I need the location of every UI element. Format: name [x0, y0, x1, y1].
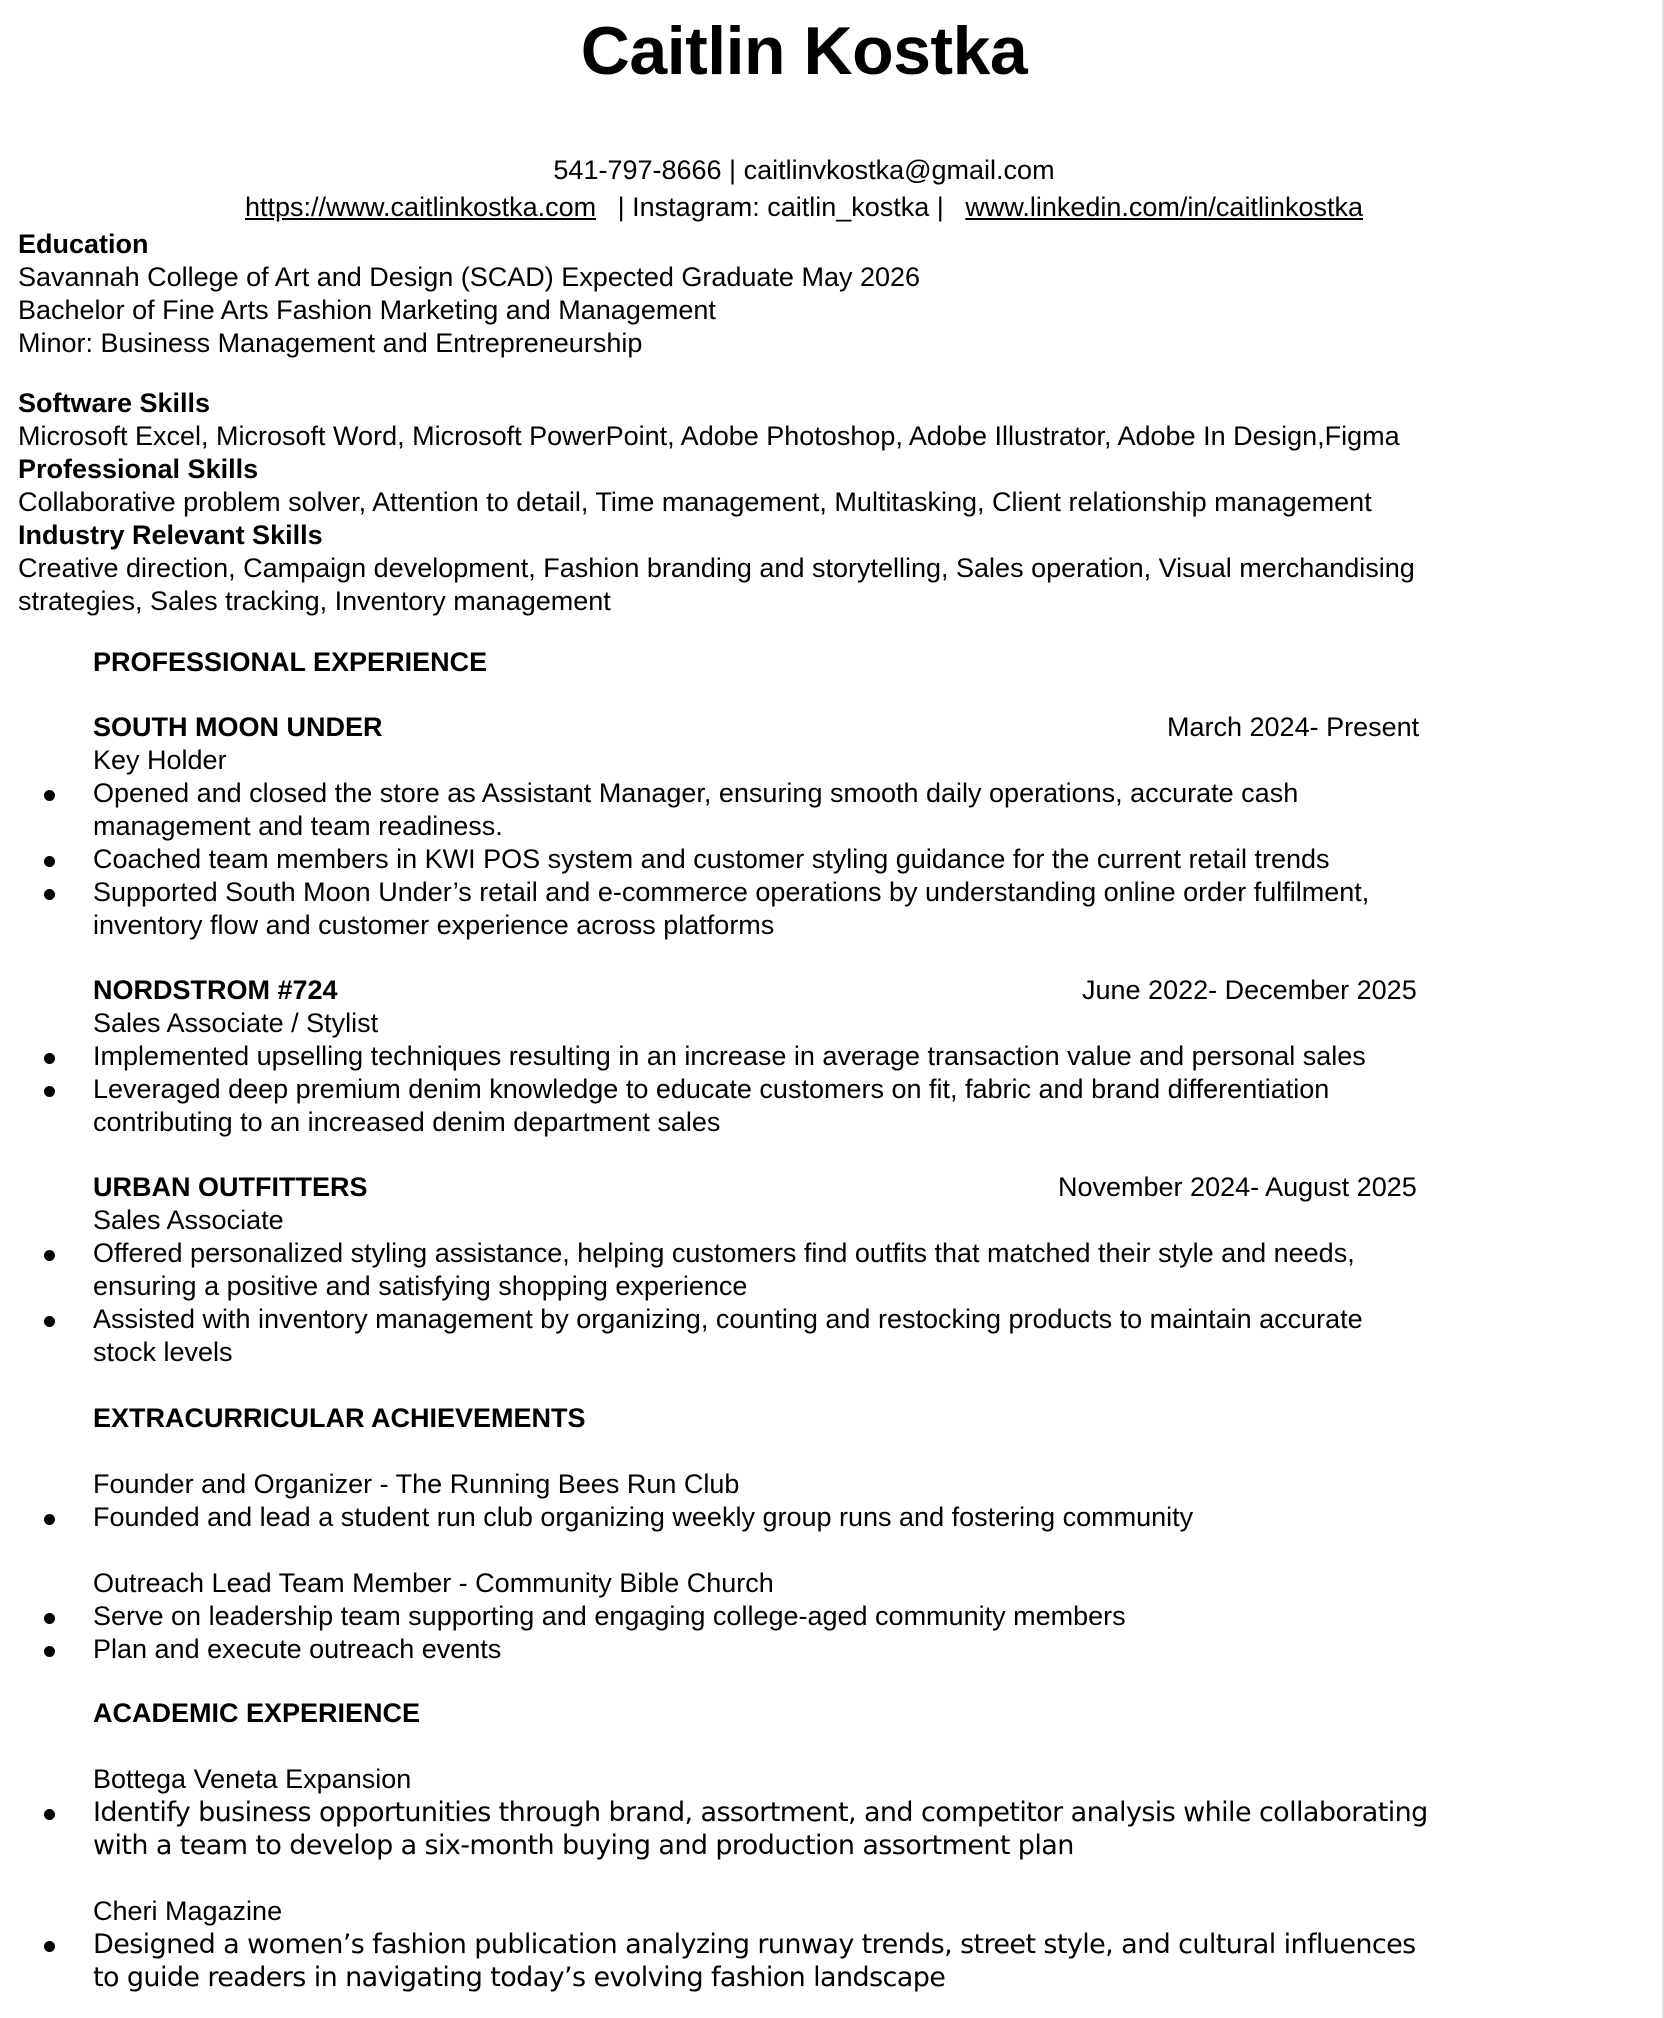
bullet-icon	[44, 1250, 55, 1261]
list-item: Identify business opportunities through brand, assortment, and competitor analysis while collaborating with a team to develop a six-month buying and production assortment plan	[0, 1796, 1433, 1862]
education-line: Bachelor of Fine Arts Fashion Marketing and Management	[18, 295, 716, 325]
bullet-icon	[44, 1941, 55, 1952]
job-bullets	[0, 1237, 1433, 1369]
job-bullets	[0, 777, 1433, 942]
bullet-icon	[44, 790, 55, 801]
company-name: NORDSTROM #724	[93, 975, 338, 1005]
job-dates: June 2022- December 2025	[1082, 975, 1417, 1005]
industry-skills-heading: Industry Relevant Skills	[18, 520, 323, 550]
job-role: Sales Associate / Stylist	[93, 1008, 379, 1038]
list-item: Supported South Moon Under’s retail and e-commerce operations by understanding online order fulfilment, inventory flow and customer experience across platforms	[0, 876, 1433, 942]
skills-section	[18, 387, 1438, 618]
activity-bullets	[0, 1600, 1433, 1666]
job-header	[93, 711, 1423, 744]
software-skills-heading: Software Skills	[18, 388, 211, 418]
list-item: Offered personalized styling assistance, helping customers find outfits that matched their style and needs, ensuring a positive and satisfying shopping experience	[0, 1237, 1433, 1303]
bullet-icon	[44, 1086, 55, 1097]
software-skills: Microsoft Excel, Microsoft Word, Microsoft PowerPoint, Adobe Photoshop, Adobe Illustrator, Adobe In Design,Figma	[18, 421, 1400, 451]
bullet-icon	[44, 1809, 55, 1820]
bullet-icon	[44, 1646, 55, 1657]
professional-skills: Collaborative problem solver, Attention to detail, Time management, Multitasking, Client relationship management	[18, 487, 1372, 517]
education-section	[18, 228, 1438, 360]
list-item: Implemented upselling techniques resulting in an increase in average transaction value and personal sales	[0, 1040, 1433, 1073]
list-item: Founded and lead a student run club organizing weekly group runs and fostering community	[0, 1501, 1433, 1534]
project-bullets	[0, 1796, 1433, 1862]
bullet-icon	[44, 1613, 55, 1624]
industry-skills: Creative direction, Campaign development, Fashion branding and storytelling, Sales operation, Visual merchandising strategies, Sales tracking, Inventory management	[18, 553, 1415, 616]
list-item: Serve on leadership team supporting and engaging college-aged community members	[0, 1600, 1433, 1633]
bullet-icon	[44, 1053, 55, 1064]
list-item: Assisted with inventory management by organizing, counting and restocking products to maintain accurate stock levels	[0, 1303, 1433, 1369]
job-header	[93, 974, 1423, 1007]
project-title: Cheri Magazine	[93, 1896, 283, 1926]
project-bullets	[0, 1928, 1433, 1994]
phone-email: 541-797-8666 | caitlinvkostka@gmail.com	[553, 155, 1055, 185]
job-role: Key Holder	[93, 745, 227, 775]
job-dates: November 2024- August 2025	[1058, 1172, 1417, 1202]
job-bullets	[0, 1040, 1433, 1139]
contact-links	[0, 188, 1608, 226]
job-header	[93, 1171, 1423, 1204]
activity-title: Outreach Lead Team Member - Community Bible Church	[93, 1568, 774, 1598]
activity-title: Founder and Organizer - The Running Bees Run Club	[93, 1469, 740, 1499]
company-name: SOUTH MOON UNDER	[93, 712, 383, 742]
extracurricular-heading: EXTRACURRICULAR ACHIEVEMENTS	[93, 1403, 586, 1433]
list-item: Coached team members in KWI POS system and customer styling guidance for the current retail trends	[0, 843, 1433, 876]
education-line: Savannah College of Art and Design (SCAD) Expected Graduate May 2026	[18, 262, 921, 292]
activity-bullets	[0, 1501, 1433, 1534]
job-role: Sales Associate	[93, 1205, 284, 1235]
project-title: Bottega Veneta Expansion	[93, 1764, 412, 1794]
education-heading: Education	[18, 229, 149, 259]
instagram-handle: | Instagram: caitlin_kostka |	[617, 192, 944, 222]
education-line: Minor: Business Management and Entrepreneurship	[18, 328, 643, 358]
bullet-icon	[44, 1316, 55, 1327]
bullet-icon	[44, 856, 55, 867]
bullet-icon	[44, 1514, 55, 1525]
company-name: URBAN OUTFITTERS	[93, 1172, 368, 1202]
linkedin-link[interactable]: www.linkedin.com/in/caitlinkostka	[965, 192, 1363, 222]
academic-experience-heading: ACADEMIC EXPERIENCE	[93, 1698, 421, 1728]
list-item: Plan and execute outreach events	[0, 1633, 1433, 1666]
bullet-icon	[44, 889, 55, 900]
list-item: Opened and closed the store as Assistant Manager, ensuring smooth daily operations, accurate cash management and team readiness.	[0, 777, 1433, 843]
professional-experience-heading: PROFESSIONAL EXPERIENCE	[93, 647, 488, 677]
candidate-name: Caitlin Kostka	[580, 13, 1028, 89]
website-link[interactable]: https://www.caitlinkostka.com	[245, 192, 597, 222]
list-item: Leveraged deep premium denim knowledge to educate customers on fit, fabric and brand differentiation contributing to an increased denim department sales	[0, 1073, 1433, 1139]
professional-skills-heading: Professional Skills	[18, 454, 259, 484]
list-item: Designed a women’s fashion publication analyzing runway trends, street style, and cultural influences to guide readers in navigating today’s evolving fashion landscape	[0, 1928, 1433, 1994]
job-dates: March 2024- Present	[1167, 712, 1420, 742]
